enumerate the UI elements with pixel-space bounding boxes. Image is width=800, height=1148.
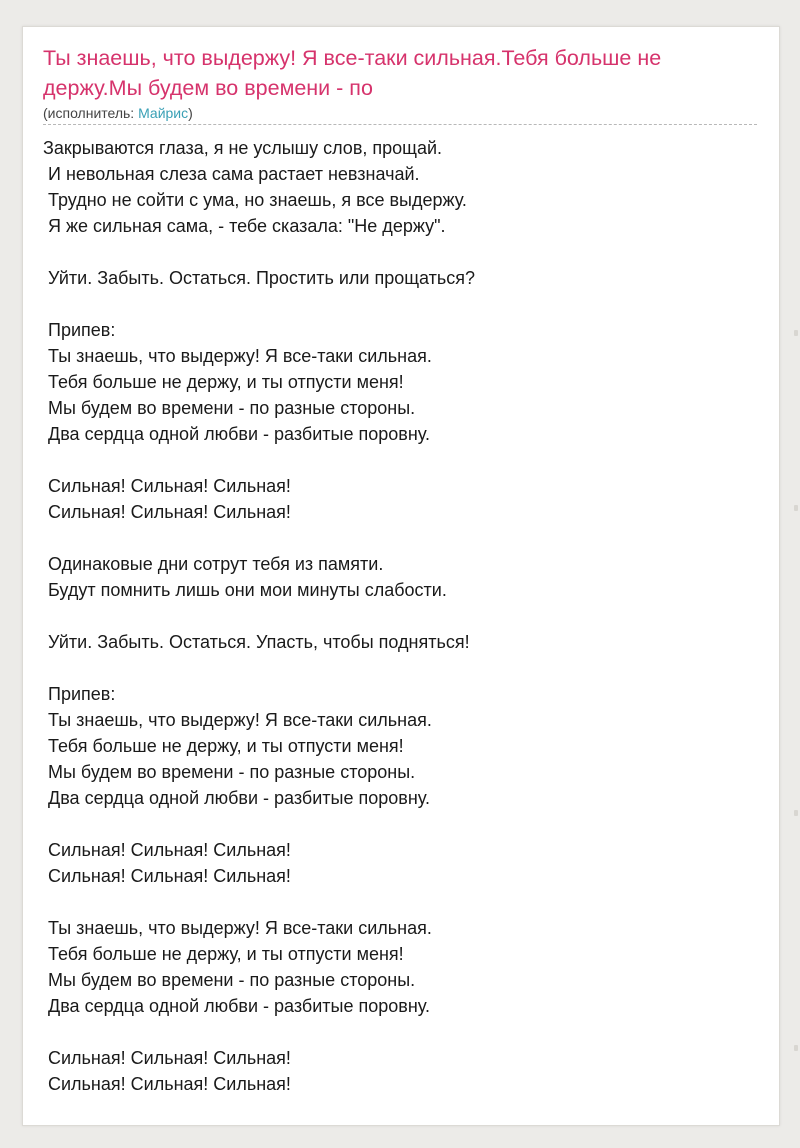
artist-link[interactable]: Майрис [138, 105, 189, 121]
lyrics-blank-line [43, 603, 757, 629]
artist-prefix: (исполнитель: [43, 105, 139, 121]
lyrics-line: Ты знаешь, что выдержу! Я все-таки сильная. [43, 346, 432, 366]
lyrics-blank-line [43, 889, 757, 915]
lyrics-body [43, 135, 757, 1097]
lyrics-blank-line [43, 1019, 757, 1045]
song-title: Ты знаешь, что выдержу! Я все-таки сильная.Тебя больше не держу.Мы будем во времени - по [43, 46, 662, 100]
dashed-divider [43, 124, 757, 125]
lyrics-line: Тебя больше не держу, и ты отпусти меня! [43, 736, 404, 756]
lyrics-blank-line [43, 291, 757, 317]
lyrics-line: Тебя больше не держу, и ты отпусти меня! [43, 944, 404, 964]
lyrics-blank-line [43, 525, 757, 551]
lyrics-line: Сильная! Сильная! Сильная! [43, 1048, 291, 1068]
lyrics-line: Я же сильная сама, - тебе сказала: "Не держу". [43, 216, 446, 236]
lyrics-line: Будут помнить лишь они мои минуты слабости. [43, 580, 447, 600]
lyrics-line: Сильная! Сильная! Сильная! [43, 1074, 291, 1094]
lyrics-line: Сильная! Сильная! Сильная! [43, 866, 291, 886]
artist-line [43, 103, 193, 123]
lyrics-line: Мы будем во времени - по разные стороны. [43, 398, 416, 418]
lyrics-line: Два сердца одной любви - разбитые поровну. [43, 424, 430, 444]
lyrics-line: Мы будем во времени - по разные стороны. [43, 762, 416, 782]
lyrics-line: Два сердца одной любви - разбитые поровну. [43, 788, 430, 808]
lyrics-blank-line [43, 811, 757, 837]
lyrics-line: Ты знаешь, что выдержу! Я все-таки сильная. [43, 710, 432, 730]
edge-mark [794, 1045, 798, 1051]
lyrics-line: Два сердца одной любви - разбитые поровну. [43, 996, 430, 1016]
lyrics-line: Уйти. Забыть. Остаться. Простить или прощаться? [43, 268, 476, 288]
lyrics-line: Уйти. Забыть. Остаться. Упасть, чтобы подняться! [43, 632, 470, 652]
lyrics-line: Ты знаешь, что выдержу! Я все-таки сильная. [43, 918, 432, 938]
lyrics-page [22, 26, 780, 1126]
lyrics-line: Одинаковые дни сотрут тебя из памяти. [43, 554, 384, 574]
lyrics-blank-line [43, 655, 757, 681]
edge-mark [794, 330, 798, 336]
lyrics-line: Закрываются глаза, я не услышу слов, прощай. [43, 138, 443, 158]
lyrics-line: Сильная! Сильная! Сильная! [43, 840, 291, 860]
lyrics-blank-line [43, 239, 757, 265]
lyrics-line: Припев: [43, 320, 116, 340]
lyrics-line: Сильная! Сильная! Сильная! [43, 476, 291, 496]
lyrics-line: Мы будем во времени - по разные стороны. [43, 970, 416, 990]
artist-suffix: ) [188, 105, 193, 121]
lyrics-line: Тебя больше не держу, и ты отпусти меня! [43, 372, 404, 392]
edge-mark [794, 810, 798, 816]
lyrics-line: Трудно не сойти с ума, но знаешь, я все выдержу. [43, 190, 467, 210]
lyrics-line: Сильная! Сильная! Сильная! [43, 502, 291, 522]
lyrics-line: Припев: [43, 684, 116, 704]
lyrics-blank-line [43, 447, 757, 473]
edge-mark [794, 505, 798, 511]
lyrics-line: И невольная слеза сама растает невзначай. [43, 164, 420, 184]
